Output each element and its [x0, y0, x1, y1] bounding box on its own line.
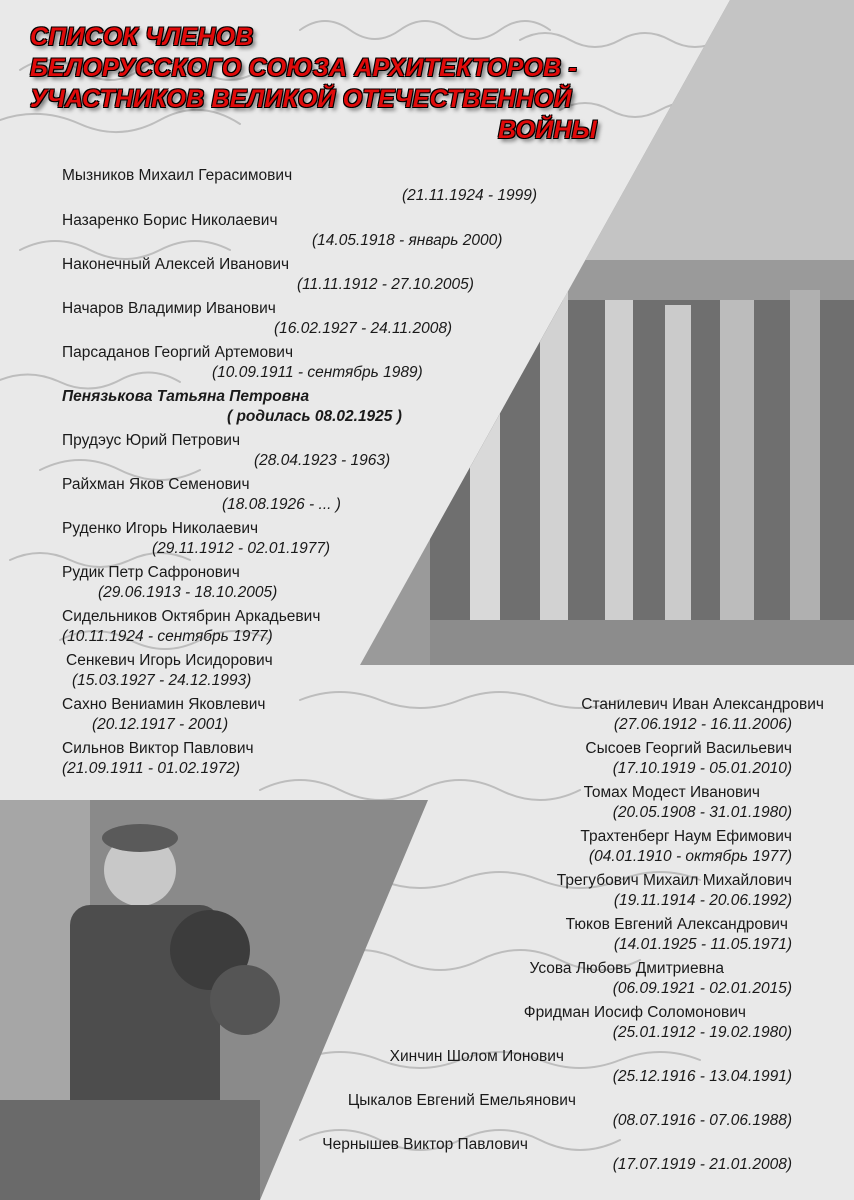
list-item [557, 871, 792, 911]
title-line-1: СПИСОК ЧЛЕНОВ [30, 23, 254, 51]
member-name: Томах Модест Иванович [583, 784, 760, 801]
member-name: Мызников Михаил Герасимович [62, 167, 293, 184]
member-dates: (16.02.1927 - 24.11.2008) [274, 320, 453, 337]
member-name: Цыкалов Евгений Емельянович [347, 1092, 576, 1109]
list-item [581, 695, 824, 735]
member-name: Парсаданов Георгий Артемович [62, 344, 294, 361]
member-name: Райхман Яков Семенович [62, 476, 250, 493]
member-dates: (14.05.1918 - январь 2000) [312, 232, 503, 249]
member-dates: (20.12.1917 - 2001) [92, 716, 229, 733]
list-item [322, 1135, 792, 1175]
member-name: Сахно Вениамин Яковлевич [62, 696, 266, 713]
member-dates: (25.01.1912 - 19.02.1980) [612, 1024, 792, 1041]
member-name: Хинчин Шолом Ионович [389, 1048, 564, 1065]
list-item [62, 607, 320, 647]
member-dates: (08.07.1916 - 07.06.1988) [612, 1112, 792, 1129]
member-dates: (10.09.1911 - сентябрь 1989) [212, 364, 423, 381]
member-name: Сидельников Октябрин Аркадьевич [62, 608, 321, 625]
list-item [348, 1091, 792, 1131]
member-name: Рудик Петр Сафронович [62, 564, 240, 581]
list-item [62, 166, 537, 206]
member-name: Трегубович Михаил Михайлович [556, 872, 792, 889]
list-item [585, 739, 792, 779]
member-dates: (14.01.1925 - 11.05.1971) [613, 936, 792, 953]
title-line-3: УЧАСТНИКОВ ВЕЛИКОЙ ОТЕЧЕСТВЕННОЙ [30, 85, 572, 113]
member-name: Трахтенберг Наум Ефимович [580, 828, 792, 845]
member-dates: (11.11.1912 - 27.10.2005) [297, 276, 474, 293]
list-item [62, 695, 265, 735]
member-name: Пенязькова Татьяна Петровна [62, 388, 310, 405]
member-dates: (18.08.1926 - ... ) [222, 496, 341, 513]
member-dates: (29.11.1912 - 02.01.1977) [152, 540, 331, 557]
list-item [62, 343, 423, 383]
member-name: Начаров Владимир Иванович [62, 300, 276, 317]
list-item [530, 959, 792, 999]
member-dates: (10.11.1924 - сентябрь 1977) [62, 628, 273, 645]
member-dates: (20.05.1908 - 31.01.1980) [612, 804, 792, 821]
title-line-2: БЕЛОРУССКОГО СОЮЗА АРХИТЕКТОРОВ - [30, 54, 578, 82]
list-item [62, 211, 502, 251]
member-dates: (21.09.1911 - 01.02.1972) [62, 760, 241, 777]
member-dates: (15.03.1927 - 24.12.1993) [72, 672, 252, 689]
member-dates: (17.07.1919 - 21.01.2008) [612, 1156, 792, 1173]
member-dates: (27.06.1912 - 16.11.2006) [613, 716, 792, 733]
member-name: Чернышев Виктор Павлович [322, 1136, 528, 1153]
list-item [580, 827, 792, 867]
member-name: Фридман Иосиф Соломонович [523, 1004, 746, 1021]
member-name: Сенкевич Игорь Исидорович [66, 652, 273, 669]
member-dates: (19.11.1914 - 20.06.1992) [613, 892, 792, 909]
list-item [390, 1047, 792, 1087]
member-name: Тюков Евгений Александрович [565, 916, 788, 933]
member-name: Сильнов Виктор Павлович [62, 740, 254, 757]
member-name: Сысоев Георгий Васильевич [585, 740, 792, 757]
list-item [62, 431, 390, 471]
list-item [62, 563, 277, 603]
list-item [566, 915, 792, 955]
list-item [62, 387, 402, 427]
member-name: Руденко Игорь Николаевич [62, 520, 259, 537]
list-item [62, 739, 254, 779]
member-name: Усова Любовь Дмитриевна [529, 960, 724, 977]
list-item [62, 519, 330, 559]
member-dates: (06.09.1921 - 02.01.2015) [612, 980, 792, 997]
list-item [524, 1003, 792, 1043]
list-item [62, 299, 452, 339]
title-line-4: ВОЙНЫ [498, 116, 597, 144]
list-item [66, 651, 273, 691]
member-dates: (28.04.1923 - 1963) [254, 452, 391, 469]
list-item [62, 475, 341, 515]
member-name: Наконечный Алексей Иванович [62, 256, 290, 273]
member-dates: (04.01.1910 - октябрь 1977) [588, 848, 792, 865]
page-title [30, 22, 670, 146]
member-dates: (17.10.1919 - 05.01.2010) [612, 760, 792, 777]
member-name: Прудэус Юрий Петрович [62, 432, 241, 449]
member-dates: (21.11.1924 - 1999) [402, 187, 538, 204]
member-name: Назаренко Борис Николаевич [62, 212, 278, 229]
member-dates: ( родилась 08.02.1925 ) [227, 408, 402, 425]
member-dates: (29.06.1913 - 18.10.2005) [98, 584, 278, 601]
member-name: Станилевич Иван Александрович [581, 696, 824, 713]
list-item [584, 783, 792, 823]
list-item [62, 255, 474, 295]
member-dates: (25.12.1916 - 13.04.1991) [612, 1068, 792, 1085]
